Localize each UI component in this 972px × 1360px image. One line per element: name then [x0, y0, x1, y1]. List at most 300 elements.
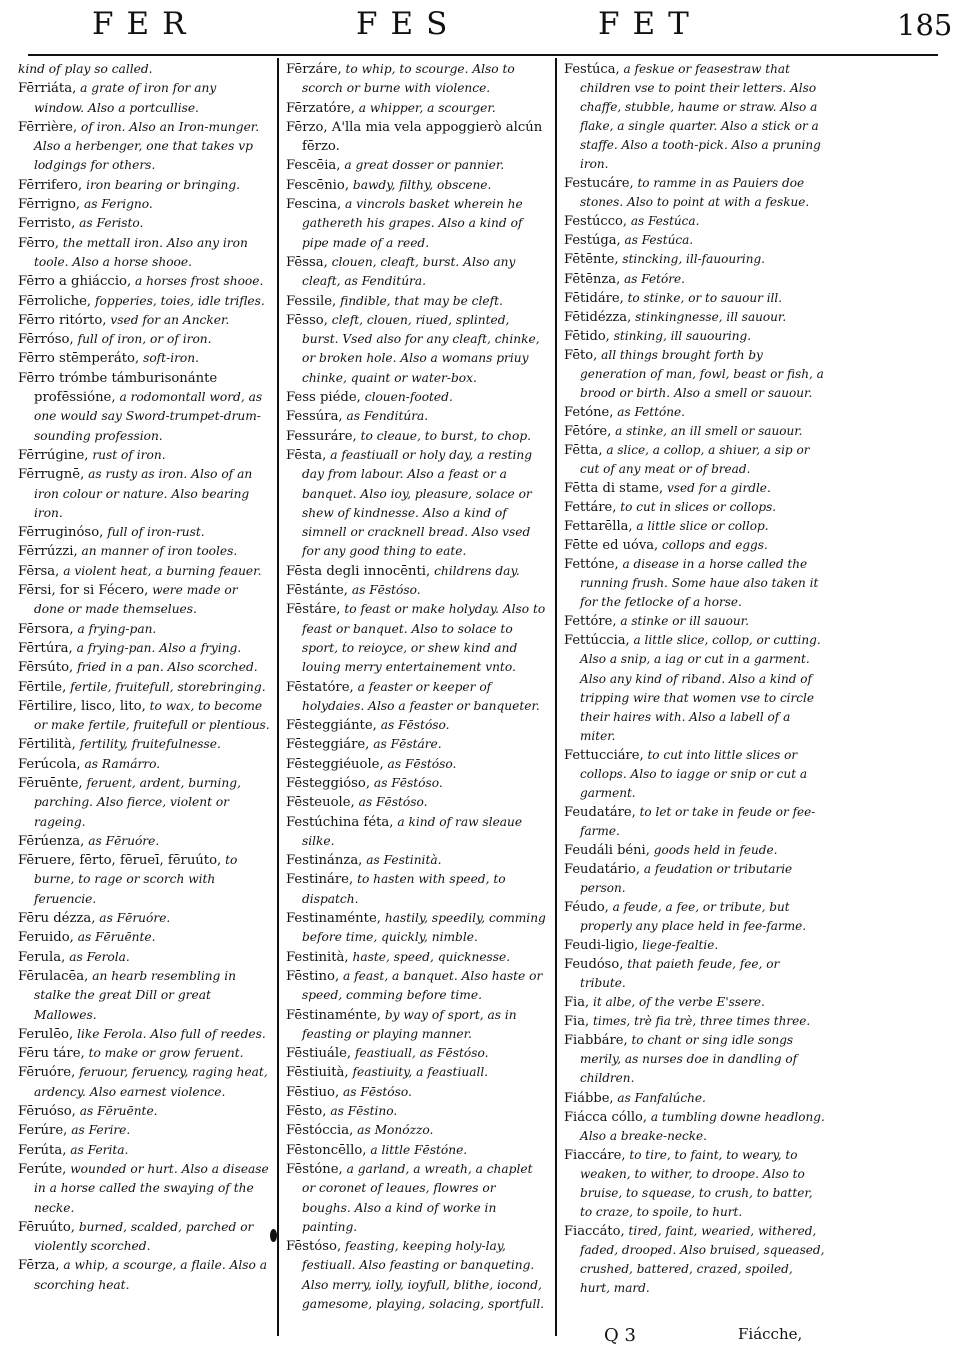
ink-blot	[270, 1229, 277, 1242]
entry-definition: as Fēstóso.	[380, 718, 450, 733]
entry-headword: Fērrigno,	[18, 197, 81, 213]
entry-definition: a frying-pan.	[77, 621, 157, 636]
entry-definition: to wax, to become or make fertile, fruitefull or plentious.	[34, 698, 270, 733]
entry-headword: Fērroliche,	[18, 293, 92, 309]
dictionary-entry	[18, 658, 270, 677]
dictionary-entry	[18, 639, 270, 658]
entry-headword: Fēstino,	[286, 968, 340, 984]
dictionary-entry	[286, 755, 548, 774]
entry-headword: Festúga,	[564, 233, 621, 249]
dictionary-entry	[18, 851, 270, 909]
entry-definition: like Ferola. Also full of reedes.	[77, 1026, 266, 1041]
entry-headword: Fēsso,	[286, 312, 328, 328]
dictionary-entry	[18, 523, 270, 542]
entry-headword: Ferúta,	[18, 1142, 67, 1158]
dictionary-entry	[286, 446, 548, 562]
entry-definition: vsed for an Ancker.	[110, 312, 230, 327]
entry-headword: Fērruginóso,	[18, 525, 104, 541]
column-middle	[286, 60, 548, 1314]
entry-definition: a stinke, an ill smell or sauour.	[615, 423, 803, 438]
entry-definition: to ramme in as Pauiers doe stones. Also to point at with a feskue.	[580, 176, 810, 210]
entry-headword: Fettúccia,	[564, 633, 630, 649]
dictionary-entry	[286, 1121, 548, 1140]
entry-definition: as rusty as iron. Also of an iron colour or nature. Also bearing iron.	[34, 467, 253, 520]
dictionary-entry	[286, 176, 548, 195]
dictionary-entry	[564, 555, 826, 612]
entry-definition: as Festúca.	[624, 233, 694, 248]
dictionary-entry	[564, 174, 826, 212]
entry-headword: Fērtile,	[18, 679, 67, 695]
entry-headword: Fērro a ghiáccio,	[18, 274, 132, 290]
dictionary-entry	[18, 214, 270, 233]
entry-headword: Fessuráre,	[286, 428, 357, 444]
entry-headword: Ferristo,	[18, 216, 76, 232]
dictionary-entry	[564, 1089, 826, 1108]
entry-headword: Fērróso,	[18, 332, 74, 348]
dictionary-entry	[286, 407, 548, 426]
entry-headword: Feudi-ligio,	[564, 938, 639, 954]
entry-definition: an manner of iron tooles.	[81, 544, 238, 559]
entry-definition: a grate of iron for any window. Also a portcullise.	[34, 81, 217, 115]
entry-headword: Fēsto,	[286, 1104, 327, 1120]
dictionary-entry	[286, 793, 548, 812]
entry-definition: of iron. Also an Iron-munger. Also a herbenger, one that takes vp lodgings for others.	[34, 119, 260, 173]
entry-definition: hastily, speedily, comming before time, quickly, nimble.	[302, 911, 546, 945]
entry-definition: as Festinità.	[366, 853, 442, 868]
entry-headword: Fēsta degli innocēnti,	[286, 563, 431, 579]
entry-definition: as Fettóne.	[617, 404, 685, 419]
entry-definition: as Monózzo.	[357, 1123, 434, 1138]
dictionary-entry	[286, 716, 548, 735]
dictionary-entry	[564, 803, 826, 841]
entry-definition: to stinke, or to sauour ill.	[627, 290, 783, 305]
entry-headword: Festúca,	[564, 62, 620, 77]
entry-definition: feasting, keeping holy-lay, festiuall. Also feasting or banqueting. Also merry, iolly, ioyfull, blithe, iocond, gamesome, playing, solacing, sportfull.	[302, 1239, 545, 1311]
entry-headword: Feudóso,	[564, 957, 624, 973]
dictionary-entry	[564, 1222, 826, 1298]
entry-definition: a horses frost shooe.	[135, 274, 264, 289]
entry-definition: to cut in slices or collops.	[620, 500, 777, 515]
entry-headword: Fērriáta,	[18, 81, 77, 97]
entry-headword: Fēstiuità,	[286, 1065, 349, 1081]
entry-definition: a garland, a wreath, a chaplet or coronet of leaues, flowres or boughs. Also a kind of worke in painting.	[302, 1161, 533, 1234]
entry-definition: a rodomontall word, as one would say Sword-trumpet-drum-sounding profession.	[34, 390, 263, 443]
dictionary-entry	[18, 697, 270, 736]
entry-headword: Fētidáre,	[564, 290, 624, 306]
entry-headword: Fēsteggiáre,	[286, 737, 370, 753]
dictionary-entry	[564, 898, 826, 936]
entry-definition: tired, faint, wearied, withered, faded, drooped. Also bruised, squeased, crushed, battered, crazed, spoiled, hurt, mard.	[580, 1223, 825, 1295]
dictionary-entry	[564, 308, 826, 327]
dictionary-entry	[564, 1146, 826, 1222]
entry-definition: to burne, to rage or scorch with feruencie.	[34, 853, 238, 906]
entry-headword: Fettáre,	[564, 500, 617, 516]
dictionary-entry	[18, 542, 270, 561]
entry-definition: times, trè fia trè, three times three.	[593, 1014, 811, 1029]
entry-definition: collops and eggs.	[662, 538, 768, 553]
entry-headword: Fērrière,	[18, 119, 78, 135]
entry-definition: rust of iron.	[92, 447, 166, 462]
dictionary-entry	[18, 909, 270, 928]
entry-headword: Fettarēlla,	[564, 519, 633, 535]
entry-headword: Fettóne,	[564, 557, 619, 573]
entry-definition: as Ferita.	[70, 1142, 129, 1157]
entry-definition: feastiuity, a feastiuall.	[352, 1065, 489, 1080]
entry-definition: to make or grow feruent.	[88, 1046, 244, 1061]
dictionary-entry	[564, 612, 826, 631]
dictionary-entry	[564, 841, 826, 860]
entry-definition: all things brought forth by generation of man, fowl, beast or fish, a brood or birth. Also a smell or sauour.	[580, 347, 824, 400]
entry-headword: Fērzáre,	[286, 62, 342, 77]
entry-headword: Fētóre,	[564, 423, 612, 439]
column-left	[18, 60, 270, 1295]
entry-headword: Fiaccáto,	[564, 1223, 625, 1239]
entry-definition: it albe, of the verbe E'ssere.	[593, 995, 765, 1010]
entry-definition: a feast, a banquet. Also haste or speed, comming before time.	[302, 968, 543, 1003]
entry-definition: that paieth feude, fee, or tribute.	[580, 957, 780, 991]
running-head-right: FET	[598, 6, 702, 42]
entry-definition: as Fēstáre.	[373, 737, 442, 752]
entry-headword: Fērza,	[18, 1258, 60, 1274]
entry-headword: Feudatário,	[564, 861, 641, 877]
dictionary-entry	[18, 948, 270, 967]
entry-headword: Fētidézza,	[564, 309, 632, 325]
dictionary-entry	[286, 311, 548, 388]
header-rule	[28, 54, 938, 56]
entry-headword: Fētta di stame,	[564, 481, 664, 497]
entry-headword: Fētido,	[564, 328, 610, 344]
dictionary-entry	[564, 231, 826, 250]
entry-headword: Fēsteggióso,	[286, 775, 371, 791]
entry-definition: as Ferola.	[69, 949, 130, 964]
dictionary-entry	[564, 441, 826, 479]
dictionary-entry	[286, 870, 548, 909]
dictionary-entry	[18, 234, 270, 273]
entry-headword: Festinaménte,	[286, 911, 381, 927]
entry-definition: stincking, ill-fauouring.	[622, 252, 766, 267]
dictionary-entry	[286, 156, 548, 175]
dictionary-entry	[286, 388, 548, 407]
entry-definition: bawdy, filthy, obscene.	[352, 177, 492, 192]
dictionary-entry	[18, 1218, 270, 1257]
entry-headword: Fēto,	[564, 347, 598, 363]
dictionary-entry	[286, 967, 548, 1006]
dictionary-entry	[564, 517, 826, 536]
entry-headword: Fērzatóre,	[286, 100, 355, 116]
entry-definition: as Feristo.	[79, 216, 144, 231]
dictionary-entry	[18, 1063, 270, 1102]
entry-headword: Fērrúgine,	[18, 447, 89, 463]
dictionary-entry	[18, 118, 270, 176]
dictionary-entry	[18, 678, 270, 697]
entry-definition: cleft, clouen, riued, splinted, burst. Vsed also for any cleaft, chinke, or broken hole. Also a womans priuy chinke, quaint or water-box.	[302, 312, 540, 385]
dictionary-entry	[564, 270, 826, 289]
dictionary-entry	[564, 536, 826, 555]
entry-headword: Fettucciáre,	[564, 747, 644, 763]
entry-headword: Fērtúra,	[18, 640, 73, 656]
dictionary-entry	[18, 446, 270, 465]
dictionary-entry	[286, 427, 548, 446]
entry-headword: Fēsteggiánte,	[286, 718, 377, 734]
entry-definition: soft-iron.	[143, 351, 199, 366]
entry-definition: a stinke or ill sauour.	[620, 614, 749, 629]
entry-headword: Fessile,	[286, 293, 337, 309]
dictionary-entry	[18, 330, 270, 349]
dictionary-entry	[18, 1102, 270, 1121]
entry-headword: Fēruúto,	[18, 1219, 75, 1235]
entry-definition: childrens day.	[434, 563, 520, 578]
entry-definition: as Fēruóre.	[88, 833, 160, 848]
dictionary-entry	[286, 1141, 548, 1160]
entry-definition: a feudation or tributarie person.	[580, 861, 793, 896]
dictionary-entry	[564, 60, 826, 174]
dictionary-entry	[18, 928, 270, 947]
entry-definition: a whip, a scourge, a flaile. Also a scorching heat.	[34, 1258, 268, 1292]
page-number: 185	[897, 8, 953, 42]
dictionary-entry	[286, 1237, 548, 1314]
entry-definition: as Fēstóso.	[343, 1084, 412, 1099]
entry-definition: an hearb resembling in stalke the great Dill or great Mallowes.	[34, 968, 236, 1022]
dictionary-entry	[286, 1160, 548, 1237]
entry-headword: Fēsteggiéuole,	[286, 756, 384, 772]
entry-headword: Fērrugnē,	[18, 467, 85, 483]
column-rule-left	[277, 58, 279, 1336]
entry-headword: Fērrúzzi,	[18, 544, 78, 560]
dictionary-entry	[18, 292, 270, 311]
entry-definition: a little slice or collop.	[636, 519, 769, 534]
column-right	[564, 60, 826, 1298]
column-rule-right	[555, 58, 557, 1336]
entry-headword: Fēsta,	[286, 447, 327, 463]
entry-headword: Fiaccáre,	[564, 1147, 626, 1163]
entry-definition: fopperies, toies, idle trifles.	[94, 293, 265, 308]
dictionary-entry	[18, 562, 270, 581]
entry-headword: Fētēnza,	[564, 271, 621, 287]
dictionary-entry	[18, 311, 270, 330]
dictionary-entry	[286, 1006, 548, 1045]
dictionary-entry	[564, 498, 826, 517]
entry-definition: as Ferire.	[71, 1123, 131, 1138]
entry-definition: liege-fealtie.	[642, 938, 719, 953]
dictionary-entry	[286, 581, 548, 600]
entry-definition: were made or done or made themselues.	[34, 583, 238, 617]
dictionary-entry	[564, 936, 826, 955]
running-head-left: FER	[92, 6, 199, 42]
entry-headword: Festucáre,	[564, 176, 634, 192]
entry-definition: as Fēstóso.	[373, 775, 443, 790]
entry-definition: to whip, to scourge. Also to scorch or burne with violence.	[302, 62, 515, 96]
dictionary-entry	[564, 1012, 826, 1031]
entry-headword: Fescēnio,	[286, 177, 350, 193]
entry-headword: Feudáli béni,	[564, 842, 650, 858]
entry-headword: Fērro,	[18, 235, 59, 251]
entry-headword: Fess piéde,	[286, 390, 361, 406]
entry-definition: as Fēstino.	[330, 1104, 398, 1119]
entry-headword: Fia,	[564, 1014, 590, 1030]
entry-headword: Fēssa,	[286, 254, 328, 270]
entry-headword: Fēstoncēllo,	[286, 1142, 367, 1158]
entry-definition: a feastiuall or holy day, a resting day from labour. Also a feast or a banquet. Also ioy, pleasure, solace or shew of kindnesse. Also a kind of simnell or cracknell bread. Also vsed for any good thing to eate.	[302, 447, 533, 559]
dictionary-entry	[18, 1256, 270, 1295]
dictionary-entry	[286, 195, 548, 253]
entry-definition: to hasten with speed, to dispatch.	[302, 872, 506, 906]
dictionary-entry	[564, 993, 826, 1012]
entry-headword: Ferula,	[18, 949, 66, 965]
dictionary-entry	[18, 620, 270, 639]
entry-definition: feruour, feruency, raging heat, ardency. Also earnest violence.	[34, 1065, 268, 1099]
dictionary-entry	[18, 79, 270, 118]
entry-definition: goods held in feude.	[653, 842, 778, 857]
entry-headword: Fia,	[564, 995, 590, 1011]
entry-headword: Ferulēo,	[18, 1026, 74, 1042]
entry-headword: Festúchina féta,	[286, 814, 394, 830]
entry-definition: stinking, ill sauouring.	[613, 328, 752, 343]
entry-definition: as Fēstóso.	[358, 795, 428, 810]
dictionary-entry	[18, 1160, 270, 1218]
dictionary-entry	[18, 581, 270, 620]
dictionary-entry	[18, 1121, 270, 1140]
entry-headword: Festináre,	[286, 872, 354, 888]
entry-definition: a vincrols basket wherein he gathereth his grapes. Also a kind of pipe made of a reed.	[302, 197, 523, 250]
entry-headword: Fēstatóre,	[286, 679, 354, 695]
entry-definition: feruent, ardent, burning, parching. Also fierce, violent or rageing.	[34, 775, 241, 829]
entry-definition: a tumbling downe headlong. Also a breake-necke.	[580, 1109, 825, 1143]
entry-headword: Fēstiuo,	[286, 1084, 340, 1100]
entry-definition: a whipper, a scourger.	[358, 100, 496, 115]
entry-definition: as Ramárro.	[84, 756, 161, 771]
entry-headword: Fiabbáre,	[564, 1033, 628, 1049]
entry-definition: as Fenditúra.	[346, 409, 429, 424]
entry-headword: Fescina,	[286, 197, 342, 213]
dictionary-entry	[564, 860, 826, 898]
entry-headword: Fēsteuole,	[286, 795, 355, 811]
entry-headword: Fērsúto,	[18, 660, 74, 676]
entry-definition: a feaster or keeper of holydaies. Also a feaster or banqueter.	[302, 679, 540, 713]
entry-definition: by way of sport, as in feasting or playing manner.	[302, 1007, 517, 1041]
dictionary-entry	[18, 774, 270, 832]
entry-definition: a great dosser or pannier.	[344, 158, 505, 173]
entry-headword: Fēru táre,	[18, 1046, 85, 1062]
dictionary-entry	[286, 118, 548, 157]
dictionary-entry	[564, 479, 826, 498]
dictionary-entry	[286, 774, 548, 793]
dictionary-entry	[18, 465, 270, 523]
catchword: Fiácche,	[738, 1325, 803, 1343]
entry-headword: Fērro trómbe támburisonánte profēssióne,	[18, 370, 218, 406]
entry-headword: Fētēnte,	[564, 252, 619, 268]
dictionary-entry	[564, 212, 826, 231]
entry-headword: Ferúte,	[18, 1161, 67, 1177]
dictionary-entry	[286, 851, 548, 870]
dictionary-entry	[564, 403, 826, 422]
entry-definition: a little Fēstóne.	[370, 1142, 468, 1157]
entry-headword: Fētta,	[564, 442, 603, 458]
dictionary-entry	[18, 195, 270, 214]
dictionary-entry	[18, 1141, 270, 1160]
entry-headword: Fetóne,	[564, 404, 614, 420]
entry-headword: Fērsora,	[18, 621, 74, 637]
dictionary-entry	[564, 422, 826, 441]
entry-headword: Festinità,	[286, 949, 349, 965]
entry-definition: as Festúca.	[630, 214, 700, 229]
entry-headword: Fētte ed uóva,	[564, 538, 659, 554]
entry-headword: Fiácca cóllo,	[564, 1109, 648, 1125]
dictionary-entry	[286, 813, 548, 852]
entry-headword: Fērulacēa,	[18, 968, 89, 984]
dictionary-entry	[286, 99, 548, 118]
entry-definition: to chant or sing idle songs merily, as nurses doe in dandling of children.	[580, 1033, 798, 1086]
entry-definition: the mettall iron. Also any iron toole. Also a horse shooe.	[34, 235, 248, 269]
entry-headword: Feruido,	[18, 930, 74, 946]
entry-definition: kind of play so called.	[18, 62, 153, 76]
entry-definition: to let or take in feude or fee-farme.	[580, 804, 816, 838]
entry-definition: stinkingnesse, ill sauour.	[635, 309, 787, 324]
entry-definition: a violent heat, a burning feauer.	[63, 563, 262, 578]
entry-definition: a little slice, collop, or cutting. Also a snip, a iag or cut in a garment. Also any kind of riband. Also a kind of tripping wire that women vse to circle their haires with. Also a labell of a miter.	[580, 633, 821, 743]
entry-definition: a disease in a horse called the running frush. Some haue also taken it for the fetlocke of a horse.	[580, 557, 819, 610]
dictionary-entry	[18, 369, 270, 446]
dictionary-entry	[286, 60, 548, 99]
entry-definition: iron bearing or bringing.	[86, 177, 241, 192]
entry-headword: Fiábbe,	[564, 1090, 614, 1106]
entry-headword: Fērro stēmperáto,	[18, 351, 140, 367]
entry-definition: as Fēstóso.	[387, 756, 457, 771]
entry-definition: fried in a pan. Also scorched.	[77, 660, 258, 675]
signature-mark: Q 3	[604, 1325, 636, 1346]
dictionary-entry	[18, 832, 270, 851]
entry-definition: full of iron-rust.	[107, 525, 205, 540]
entry-headword: Fēruēnte,	[18, 775, 83, 791]
entry-headword: Fēstóccia,	[286, 1123, 354, 1139]
entry-definition: wounded or hurt. Also a disease in a horse called the swaying of the necke.	[34, 1161, 269, 1215]
entry-headword: Fēstiuále,	[286, 1046, 352, 1062]
dictionary-entry	[18, 176, 270, 195]
entry-definition: as Fēruēnte.	[77, 930, 156, 945]
entry-definition: as Fetóre.	[624, 271, 685, 286]
entry-definition: fertility, fruitefulnesse.	[79, 737, 221, 752]
entry-definition: as Fēstóso.	[351, 583, 421, 598]
dictionary-entry	[564, 746, 826, 803]
entry-headword: Fērúenza,	[18, 833, 85, 849]
dictionary-entry	[286, 1044, 548, 1063]
running-head-center: FES	[356, 6, 461, 42]
dictionary-entry	[564, 327, 826, 346]
entry-headword: Fērrifero,	[18, 177, 83, 193]
dictionary-entry	[18, 1044, 270, 1063]
entry-headword: Ferúre,	[18, 1123, 68, 1139]
entry-definition: findible, that may be cleft.	[340, 293, 503, 308]
entry-headword: Fēstáre,	[286, 602, 341, 618]
entry-definition: a frying-pan. Also a frying.	[76, 640, 242, 655]
entry-definition: burned, scalded, parched or violently scorched.	[34, 1219, 254, 1254]
dictionary-entry	[18, 755, 270, 774]
entry-definition: as Fēruóre.	[99, 911, 171, 926]
entry-headword: Festúcco,	[564, 214, 628, 230]
entry-definition: clouen, cleaft, burst. Also any cleaft, as Fenditúra.	[302, 254, 516, 289]
entry-headword: Fescēia,	[286, 158, 341, 174]
dictionary-entry	[564, 250, 826, 269]
entry-headword: Ferúcola,	[18, 756, 81, 772]
dictionary-entry	[564, 346, 826, 403]
entry-headword: Fēruere, fērto, fērueī, fēruúto,	[18, 853, 222, 869]
dictionary-entry	[564, 955, 826, 993]
dictionary-entry	[286, 1063, 548, 1082]
entry-definition: as Fēruēnte.	[79, 1104, 158, 1119]
dictionary-entry	[564, 631, 826, 745]
dictionary-entry	[18, 967, 270, 1025]
entry-headword: Fessúra,	[286, 409, 343, 425]
dictionary-entry	[18, 735, 270, 754]
